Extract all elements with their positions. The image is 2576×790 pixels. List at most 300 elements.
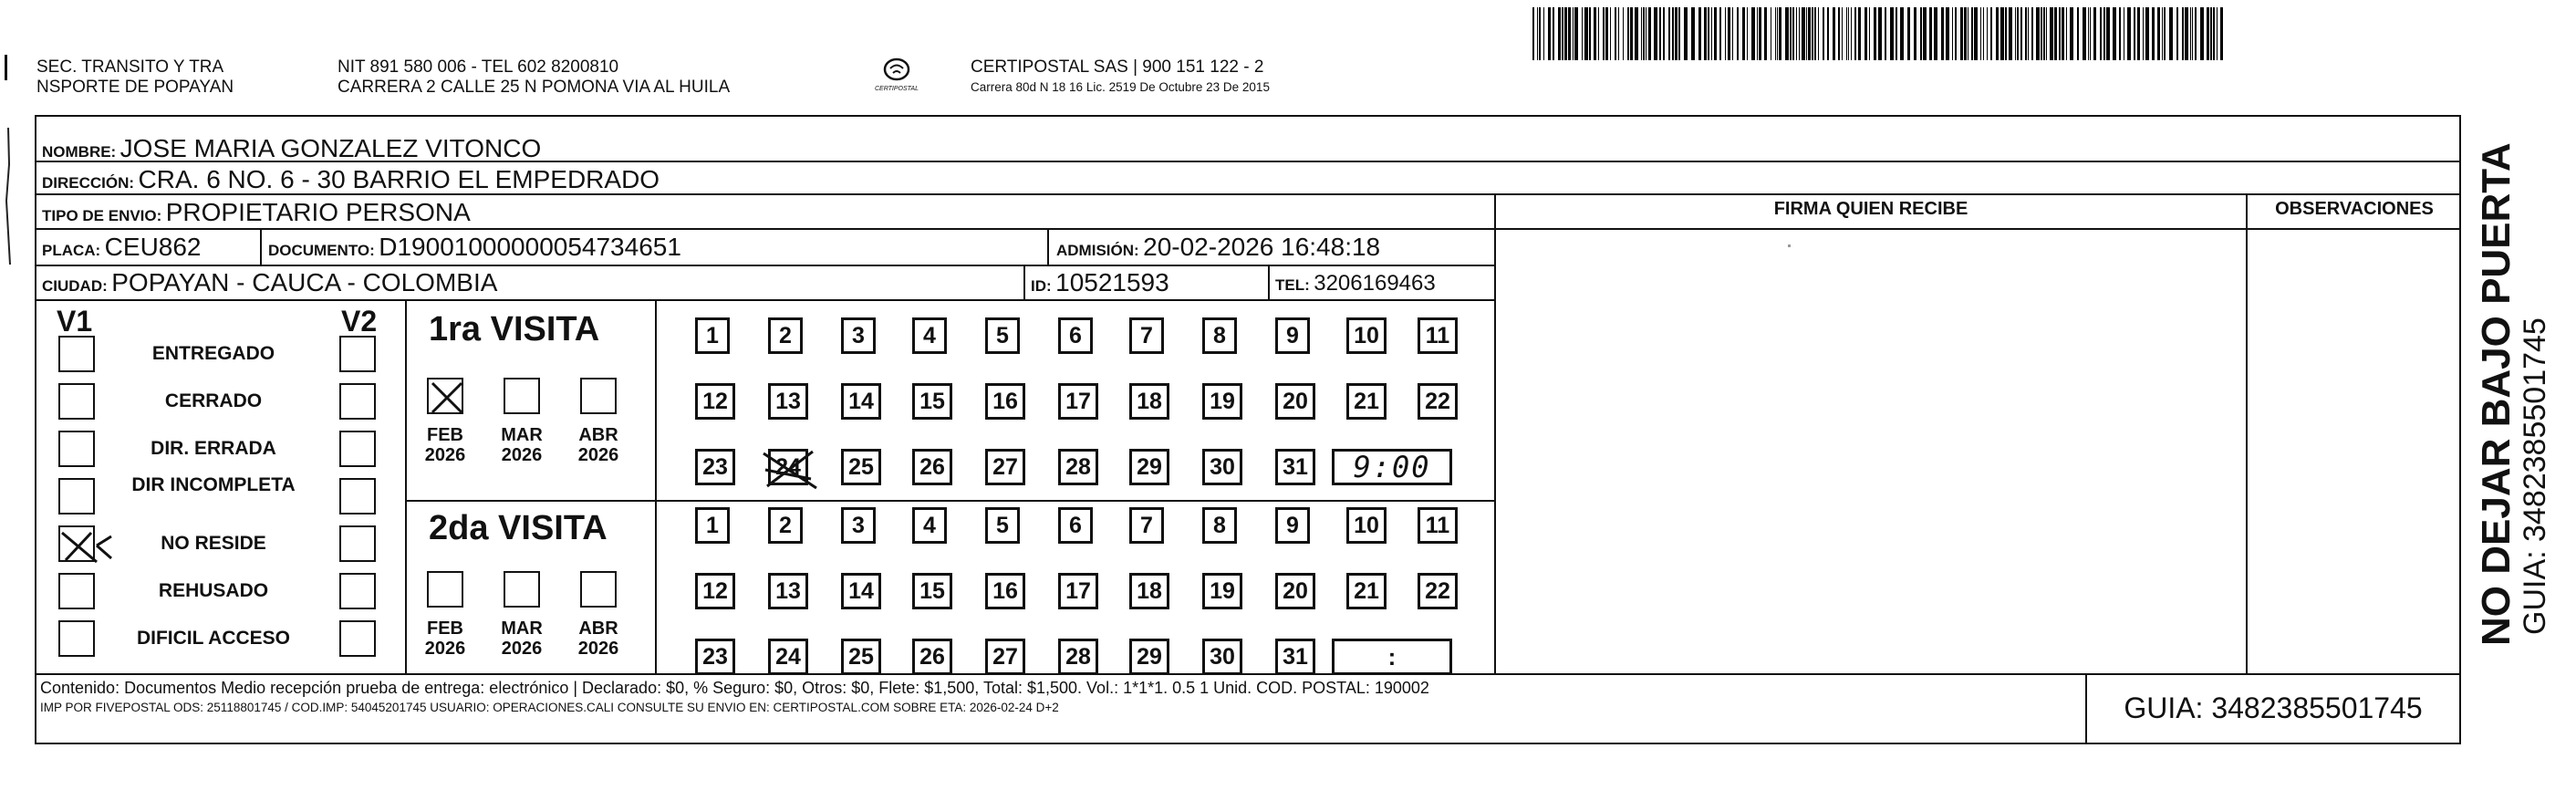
visit1-month-label [418, 425, 473, 465]
visit2-day-number: 17 [1065, 578, 1091, 604]
visit1-day-number: 19 [1210, 389, 1235, 414]
barcode-bar [1964, 7, 1967, 60]
divider-tel [1268, 265, 1270, 299]
visit1-day-number: 30 [1210, 454, 1235, 480]
barcode-bar [2066, 7, 2067, 60]
barcode-bar [1779, 7, 1781, 60]
barcode-bar [1548, 7, 1551, 60]
barcode-bar [1742, 7, 1745, 60]
divider-placa [260, 228, 262, 265]
barcode-bar [2157, 7, 2160, 60]
barcode-bar [2207, 7, 2209, 60]
visit2-day-number: 8 [1213, 513, 1226, 538]
barcode-bar [2145, 7, 2149, 60]
visit2-day-box[interactable] [768, 507, 803, 544]
id-value: 10521593 [1055, 268, 1169, 296]
barcode-bar [1960, 7, 1963, 60]
visit1-day-box[interactable] [1202, 449, 1242, 485]
barcode-bar [1539, 7, 1541, 60]
barcode-bar [1630, 7, 1633, 60]
visit2-day-box[interactable] [1275, 573, 1315, 609]
barcode-bar [1582, 7, 1583, 60]
visit1-day-box[interactable] [1058, 317, 1093, 354]
visit1-day-box[interactable] [985, 449, 1025, 485]
visit1-day-box[interactable] [1275, 317, 1310, 354]
visit1-day-number: 5 [996, 323, 1009, 348]
visit2-day-number: 11 [1425, 513, 1450, 538]
visit2-day-number: 14 [848, 578, 874, 604]
visit2-day-box[interactable] [1275, 507, 1310, 544]
barcode-bar [1777, 7, 1778, 60]
barcode-bar [1808, 7, 1811, 60]
visit1-day-number: 15 [919, 389, 945, 414]
barcode-bar [1764, 7, 1767, 60]
visit2-day-box[interactable] [1418, 507, 1458, 544]
visit2-month-checkbox[interactable] [504, 571, 540, 608]
barcode-bar [1885, 7, 1886, 60]
visit1-day-number: 3 [852, 323, 865, 348]
footer-contenido: Contenido: Documentos Medio recepción prueba de entrega: electrónico | Declarado: $0, % Seguro: $0, Otros: $0, Flete: $1,500, Total: $1,500. Vol.: 1*1*1. 0.5 1 Unid. COD. POSTAL: 190002 [40, 679, 1429, 697]
barcode-bar [1603, 7, 1605, 60]
barcode-bar [2090, 7, 2091, 60]
barcode-bar [1672, 7, 1674, 60]
carrier-license: Carrera 80d N 18 16 Lic. 2519 De Octubre 23 De 2015 [971, 80, 1270, 94]
barcode-bar [1589, 7, 1591, 60]
month-name: FEB [427, 425, 463, 445]
v2-checkbox[interactable] [339, 336, 376, 372]
barcode-bar [2036, 7, 2040, 60]
visit1-day-box[interactable] [695, 317, 730, 354]
visit1-day-box[interactable] [695, 383, 735, 420]
barcode-bar [2210, 7, 2212, 60]
visit1-day-number: 31 [1283, 454, 1308, 480]
month-name: ABR [578, 618, 618, 639]
day-cross-mark [771, 452, 811, 488]
visit2-title: 2da VISITA [429, 509, 608, 547]
visit1-day-box[interactable] [1418, 317, 1458, 354]
barcode-bar [1842, 7, 1843, 60]
divider-observaciones [2246, 193, 2248, 673]
visit2-day-number: 10 [1354, 513, 1379, 538]
visit1-day-number: 9 [1286, 323, 1299, 348]
visit1-day-box[interactable] [912, 449, 952, 485]
visit2-day-box[interactable] [985, 507, 1020, 544]
barcode-bar [1668, 7, 1670, 60]
barcode-bar [1983, 7, 1984, 60]
visit2-day-box[interactable] [695, 573, 735, 609]
ciudad-cell [42, 267, 497, 303]
id-cell [1031, 267, 1169, 303]
month-name: MAR [501, 618, 543, 639]
visit2-day-box[interactable] [1058, 573, 1098, 609]
ciudad-value: POPAYAN - CAUCA - COLOMBIA [111, 268, 498, 296]
barcode-bar [2005, 7, 2007, 60]
divider-visits [405, 500, 1494, 502]
visit2-day-box[interactable] [1129, 507, 1164, 544]
visit2-day-box[interactable] [768, 639, 808, 675]
firma-header: FIRMA QUIEN RECIBE [1773, 199, 1968, 219]
visit2-day-box[interactable] [1058, 507, 1093, 544]
visit2-day-box[interactable] [1202, 507, 1237, 544]
barcode-bar [1851, 7, 1852, 60]
visit1-day-box[interactable] [841, 449, 881, 485]
barcode-bar [2028, 7, 2029, 60]
barcode-bar [1725, 7, 1726, 60]
barcode-bar [1610, 7, 1611, 60]
visit2-month-checkbox[interactable] [580, 571, 617, 608]
footer-guia-box [2085, 673, 2461, 744]
barcode-bar [2182, 7, 2184, 60]
barcode-bar [1648, 7, 1651, 60]
visit1-day-box[interactable] [1346, 317, 1387, 354]
barcode-bar [1980, 7, 1981, 60]
v1-checkbox[interactable] [58, 525, 95, 562]
visit2-day-box[interactable] [841, 507, 876, 544]
visit1-day-box[interactable] [1418, 383, 1458, 420]
barcode-bar [1952, 7, 1953, 60]
barcode-bar [2000, 7, 2004, 60]
v2-checkbox[interactable] [339, 383, 376, 420]
visit2-day-box[interactable] [1275, 639, 1315, 675]
barcode-bar [1618, 7, 1619, 60]
visit2-day-box[interactable] [912, 639, 952, 675]
barcode-bar [2137, 7, 2140, 60]
barcode-bar [2190, 7, 2191, 60]
visit1-day-box[interactable] [768, 317, 803, 354]
visit2-day-box[interactable] [695, 639, 735, 675]
footer-left-rule [35, 673, 36, 744]
barcode-bar [1719, 7, 1721, 60]
barcode-bar [1818, 7, 1819, 60]
visit2-day-number: 9 [1286, 513, 1299, 538]
visit1-day-box[interactable] [841, 317, 876, 354]
visit2-day-number: 23 [702, 644, 728, 670]
observaciones-header: OBSERVACIONES [2275, 199, 2434, 219]
visit2-day-box[interactable] [841, 639, 881, 675]
barcode-bar [2070, 7, 2073, 60]
barcode-bar [2059, 7, 2061, 60]
visit1-day-box[interactable] [1346, 383, 1387, 420]
barcode-bar [1678, 7, 1680, 60]
month-name: ABR [578, 425, 618, 445]
visit1-day-box[interactable] [985, 317, 1020, 354]
tel-value: 3206169463 [1314, 271, 1436, 296]
visit2-day-number: 26 [919, 644, 945, 670]
barcode-bar [1796, 7, 1797, 60]
visit1-day-box[interactable] [695, 449, 735, 485]
visit2-day-box[interactable] [1418, 573, 1458, 609]
barcode-bar [1598, 7, 1599, 60]
direccion-label: DIRECCIÓN: [42, 174, 135, 192]
visit1-day-box[interactable] [985, 383, 1025, 420]
sender-address: CARRERA 2 CALLE 25 N POMONA VIA AL HUILA [338, 78, 731, 97]
barcode-bar [1923, 7, 1927, 60]
barcode-bar [1946, 7, 1949, 60]
visit1-day-number: 29 [1137, 454, 1162, 480]
barcode-bar [2220, 7, 2223, 60]
carrier-name: CERTIPOSTAL SAS | 900 151 122 - 2 [971, 57, 1264, 77]
nombre-label: NOMBRE: [42, 143, 117, 161]
barcode-bar [1574, 7, 1578, 60]
visit2-day-number: 19 [1210, 578, 1235, 604]
visit1-day-number: 27 [992, 454, 1018, 480]
month-year: 2026 [424, 445, 466, 465]
barcode-bar [1987, 7, 1988, 60]
visit1-month-label [494, 425, 549, 465]
v1-checkbox[interactable] [58, 620, 95, 657]
barcode-bar [1920, 7, 1922, 60]
visit2-month-label [571, 618, 626, 659]
barcode-bar [2106, 7, 2110, 60]
visit2-day-box[interactable] [912, 507, 947, 544]
admision-cell [1056, 232, 1380, 267]
visit1-day-number: 23 [702, 454, 728, 480]
barcode-bar [2046, 7, 2047, 60]
visit1-day-box[interactable] [912, 317, 947, 354]
visit1-day-number: 1 [706, 323, 719, 348]
v1-checkbox[interactable] [58, 336, 95, 372]
visit2-day-number: 20 [1283, 578, 1308, 604]
visit1-day-box[interactable] [1058, 449, 1098, 485]
side-guia: GUIA: 3482385501745 [2518, 317, 2552, 635]
rule-col-headers [1494, 228, 2461, 230]
tipo-label: TIPO DE ENVIO: [42, 207, 162, 224]
barcode-bar [1584, 7, 1588, 60]
barcode-bar [2031, 7, 2033, 60]
barcode-bar [1955, 7, 1957, 60]
visit1-day-number: 2 [779, 323, 792, 348]
v1-checkbox[interactable] [58, 431, 95, 467]
barcode-bar [1874, 7, 1876, 60]
visit2-day-number: 1 [706, 513, 719, 538]
barcode-bar [1827, 7, 1829, 60]
visit2-day-box[interactable] [912, 573, 952, 609]
barcode-bar [1659, 7, 1661, 60]
visit1-month-checkbox[interactable] [504, 378, 540, 414]
signature-speck [1788, 244, 1791, 247]
barcode-bar [2020, 7, 2022, 60]
tipo-row [42, 197, 471, 233]
barcode-bar [1896, 7, 1897, 60]
barcode-bar [1785, 7, 1789, 60]
barcode-bar [1996, 7, 1999, 60]
month-year: 2026 [577, 639, 619, 659]
barcode-bar [1806, 7, 1807, 60]
barcode-bar [1757, 7, 1758, 60]
month-year: 2026 [501, 639, 543, 659]
visit1-day-number: 6 [1069, 323, 1082, 348]
visit2-day-number: 24 [775, 644, 801, 670]
barcode-bar [2164, 7, 2166, 60]
v2-checkbox[interactable] [339, 525, 376, 562]
v1-checkbox[interactable] [58, 383, 95, 420]
visit2-day-number: 7 [1140, 513, 1153, 538]
visit2-day-box[interactable] [1202, 573, 1242, 609]
visit2-day-box[interactable] [1129, 573, 1169, 609]
v2-checkbox[interactable] [339, 573, 376, 609]
barcode-bar [2113, 7, 2116, 60]
v2-checkbox[interactable] [339, 478, 376, 515]
divider-firma [1494, 193, 1496, 673]
barcode-bar [2025, 7, 2027, 60]
tel-label: TEL: [1275, 276, 1310, 294]
barcode-bar [1907, 7, 1910, 60]
barcode-bar [2083, 7, 2086, 60]
admision-label: ADMISIÓN: [1056, 242, 1139, 259]
barcode-bar [1615, 7, 1616, 60]
barcode-bar [1663, 7, 1665, 60]
visit2-day-box[interactable] [841, 573, 881, 609]
barcode-bar [1814, 7, 1816, 60]
placa-cell [42, 232, 202, 267]
status-label: ENTREGADO [151, 343, 275, 364]
barcode-bar [2200, 7, 2204, 60]
barcode-bar [1605, 7, 1608, 60]
direccion-value: CRA. 6 NO. 6 - 30 BARRIO EL EMPEDRADO [138, 165, 660, 193]
barcode-bar [1573, 7, 1574, 60]
visit2-day-number: 3 [852, 513, 865, 538]
visit1-day-box[interactable] [1129, 317, 1164, 354]
barcode-bar [1564, 7, 1567, 60]
visit2-day-box[interactable] [768, 573, 808, 609]
visit2-day-number: 30 [1210, 644, 1235, 670]
barcode-bar [1838, 7, 1840, 60]
visit2-day-box[interactable] [1129, 639, 1169, 675]
visit2-day-number: 29 [1137, 644, 1162, 670]
visit2-day-number: 21 [1354, 578, 1379, 604]
v1-checkbox[interactable] [58, 478, 95, 515]
tipo-value: PROPIETARIO PERSONA [165, 198, 471, 226]
visit2-day-box[interactable] [1202, 639, 1242, 675]
barcode-bar [2093, 7, 2096, 60]
barcode-bar [1858, 7, 1861, 60]
visit2-day-number: 31 [1283, 644, 1308, 670]
barcode-bar [1929, 7, 1932, 60]
status-label: REHUSADO [158, 580, 269, 601]
visit1-day-number: 12 [702, 389, 728, 414]
barcode-bar [2100, 7, 2102, 60]
visit1-time-handwritten: 9:00 [1353, 450, 1431, 484]
visit1-day-box[interactable] [1202, 317, 1237, 354]
visit1-day-box[interactable] [1275, 449, 1315, 485]
visit1-day-number: 14 [848, 389, 874, 414]
barcode-bar [1675, 7, 1678, 60]
placa-value: CEU862 [104, 233, 202, 261]
barcode-bar [1990, 7, 1992, 60]
barcode-bar [1802, 7, 1805, 60]
visit1-day-number: 8 [1213, 323, 1226, 348]
visit1-day-box[interactable] [1129, 383, 1169, 420]
barcode-bar [1971, 7, 1973, 60]
visit1-day-number: 26 [919, 454, 945, 480]
visit1-day-number: 20 [1283, 389, 1308, 414]
barcode-bar [1790, 7, 1792, 60]
visit2-month-checkbox[interactable] [427, 571, 463, 608]
visit1-month-checkbox[interactable] [427, 378, 463, 414]
visit2-time-separator: : [1387, 643, 1397, 670]
v2-checkbox[interactable] [339, 431, 376, 467]
visit1-day-box[interactable] [841, 383, 881, 420]
barcode-bar [1890, 7, 1894, 60]
barcode-bar [2009, 7, 2012, 60]
visit2-day-number: 16 [992, 578, 1018, 604]
visit2-day-box[interactable] [985, 573, 1025, 609]
barcode-bar [1537, 7, 1538, 60]
month-year: 2026 [424, 639, 466, 659]
barcode-bar [1869, 7, 1870, 60]
barcode-bar [1623, 7, 1624, 60]
visit1-day-box[interactable] [1202, 383, 1242, 420]
barcode-bar [2062, 7, 2064, 60]
visit2-time-box[interactable] [1332, 639, 1452, 675]
barcode-bar [1759, 7, 1761, 60]
v1-checkbox[interactable] [58, 573, 95, 609]
barcode-bar [1704, 7, 1707, 60]
barcode-bar [1775, 7, 1776, 60]
sender-nit: NIT 891 580 006 - TEL 602 8200810 [338, 57, 619, 77]
barcode-bar [1684, 7, 1688, 60]
visit1-day-box[interactable] [1058, 383, 1098, 420]
visit1-time-box[interactable] [1332, 449, 1452, 485]
barcode-bar [1654, 7, 1657, 60]
barcode-bar [2143, 7, 2144, 60]
barcode-bar [1643, 7, 1645, 60]
divider-id [1023, 265, 1025, 299]
visit1-day-box[interactable] [1129, 449, 1169, 485]
visit1-title: 1ra VISITA [429, 310, 600, 348]
v1-label: V1 [57, 305, 93, 338]
visit2-day-box[interactable] [1346, 573, 1387, 609]
visit1-month-checkbox[interactable] [580, 378, 617, 414]
visit2-day-box[interactable] [695, 507, 730, 544]
visit2-day-number: 2 [779, 513, 792, 538]
barcode-bar [1641, 7, 1642, 60]
barcode-bar [2050, 7, 2053, 60]
barcode-bar [2134, 7, 2135, 60]
visit1-day-box[interactable] [768, 449, 808, 485]
status-label: DIR. ERRADA [151, 438, 276, 459]
barcode-bar [1562, 7, 1563, 60]
sender-name-line1: SEC. TRANSITO Y TRA [36, 57, 224, 77]
month-name: MAR [501, 425, 543, 445]
visit2-day-box[interactable] [1058, 639, 1098, 675]
visit2-day-number: 5 [996, 513, 1009, 538]
barcode-bar [1635, 7, 1638, 60]
barcode-bar [1974, 7, 1978, 60]
barcode-bar [1934, 7, 1937, 60]
logo-text: CERTIPOSTAL [875, 86, 919, 92]
barcode-bar [1846, 7, 1847, 60]
barcode-bar [2043, 7, 2045, 60]
side-warning: NO DEJAR BAJO PUERTA [2474, 142, 2519, 646]
visit2-day-box[interactable] [985, 639, 1025, 675]
barcode-bar [2054, 7, 2057, 60]
barcode-bar [1532, 7, 1534, 60]
v2-checkbox[interactable] [339, 620, 376, 657]
barcode-bar [1914, 7, 1916, 60]
visit1-day-box[interactable] [912, 383, 952, 420]
visit1-day-number: 17 [1065, 389, 1091, 414]
barcode-bar [1698, 7, 1701, 60]
sender-name-line2: NSPORTE DE POPAYAN [36, 78, 234, 97]
visit2-day-number: 27 [992, 644, 1018, 670]
barcode-bar [2169, 7, 2173, 60]
visit1-day-box[interactable] [1275, 383, 1315, 420]
visit2-day-box[interactable] [1346, 507, 1387, 544]
visit1-day-box[interactable] [768, 383, 808, 420]
barcode-bar [1812, 7, 1813, 60]
ciudad-label: CIUDAD: [42, 277, 108, 295]
